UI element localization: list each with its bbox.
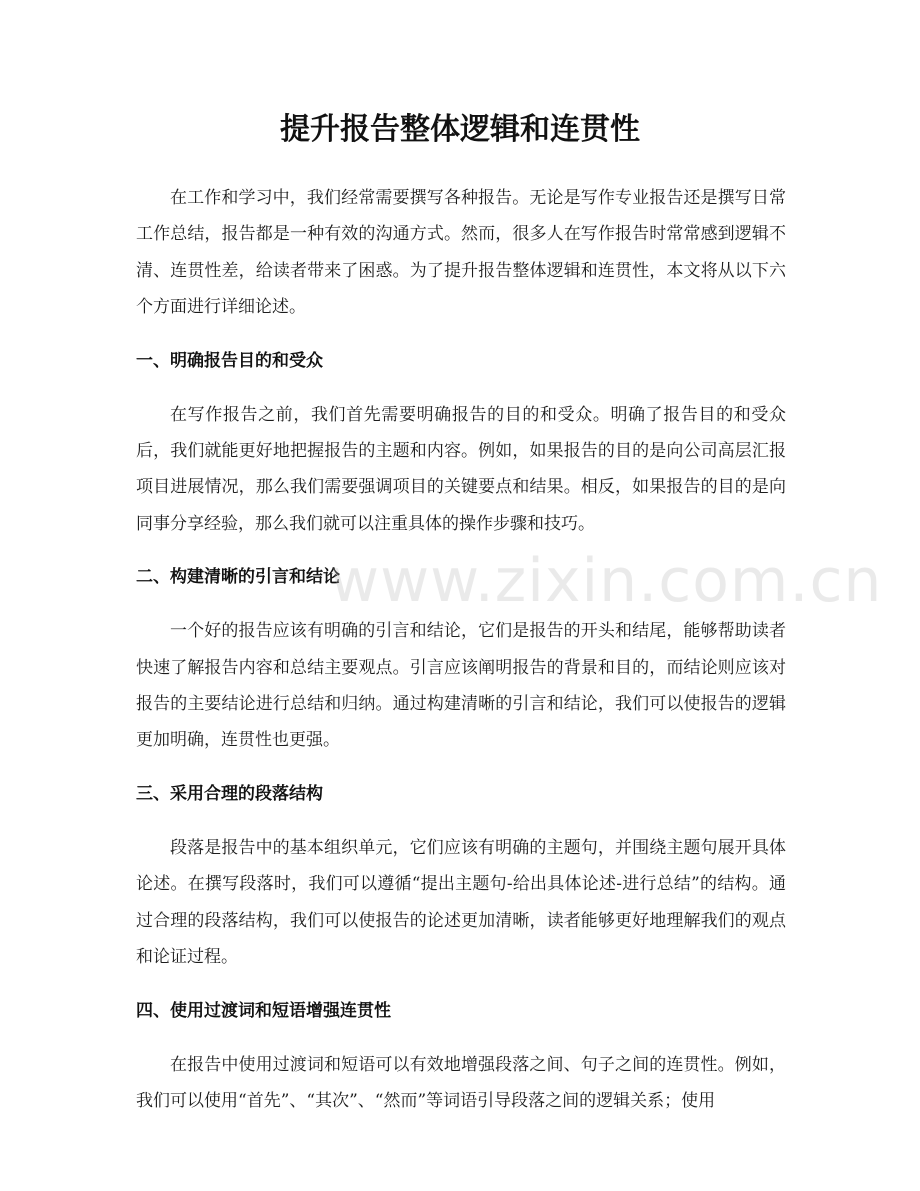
section-heading-4: 四、使用过渡词和短语增强连贯性: [136, 1000, 391, 1021]
document-body: [136, 180, 786, 1119]
section-body-3: 段落是报告中的基本组织单元，它们应该有明确的主题句，并围绕主题句展开具体论述。在撰写段落时，我们可以遵循“提出主题句-给出具体论述-进行总结”的结构。通过合理的段落结构，我们可以使报告的论述更加清晰，读者能够更好地理解我们的观点和论证过程。: [136, 837, 786, 968]
intro-paragraph: 在工作和学习中，我们经常需要撰写各种报告。无论是写作专业报告还是撰写日常工作总结，报告都是一种有效的沟通方式。然而，很多人在写作报告时常常感到逻辑不清、连贯性差，给读者带来了困惑。为了提升报告整体逻辑和连贯性，本文将从以下六个方面进行详细论述。: [136, 188, 786, 318]
section-heading-2: 二、构建清晰的引言和结论: [136, 567, 340, 588]
section-body-4: 在报告中使用过渡词和短语可以有效地增强段落之间、句子之间的连贯性。例如，我们可以使用“首先”、“其次”、“然而”等词语引导段落之间的逻辑关系；使用: [136, 1054, 786, 1111]
section-heading-3: 三、采用合理的段落结构: [136, 783, 323, 804]
section-body-2: 一个好的报告应该有明确的引言和结论，它们是报告的开头和结尾，能够帮助读者快速了解报告内容和总结主要观点。引言应该阐明报告的背景和目的，而结论则应该对报告的主要结论进行总结和归纳。通过构建清晰的引言和结论，我们可以使报告的逻辑更加明确，连贯性也更强。: [136, 621, 786, 751]
page-title: 提升报告整体逻辑和连贯性: [280, 112, 640, 147]
section-heading-1: 一、明确报告目的和受众: [136, 350, 323, 371]
watermark: www.zixin.com.cn: [330, 546, 883, 616]
section-body-1: 在写作报告之前，我们首先需要明确报告的目的和受众。明确了报告目的和受众后，我们就能更好地把握报告的主题和内容。例如，如果报告的目的是向公司高层汇报项目进展情况，那么我们需要强调项目的关键要点和结果。相反，如果报告的目的是向同事分享经验，那么我们就可以注重具体的操作步骤和技巧。: [136, 404, 786, 534]
